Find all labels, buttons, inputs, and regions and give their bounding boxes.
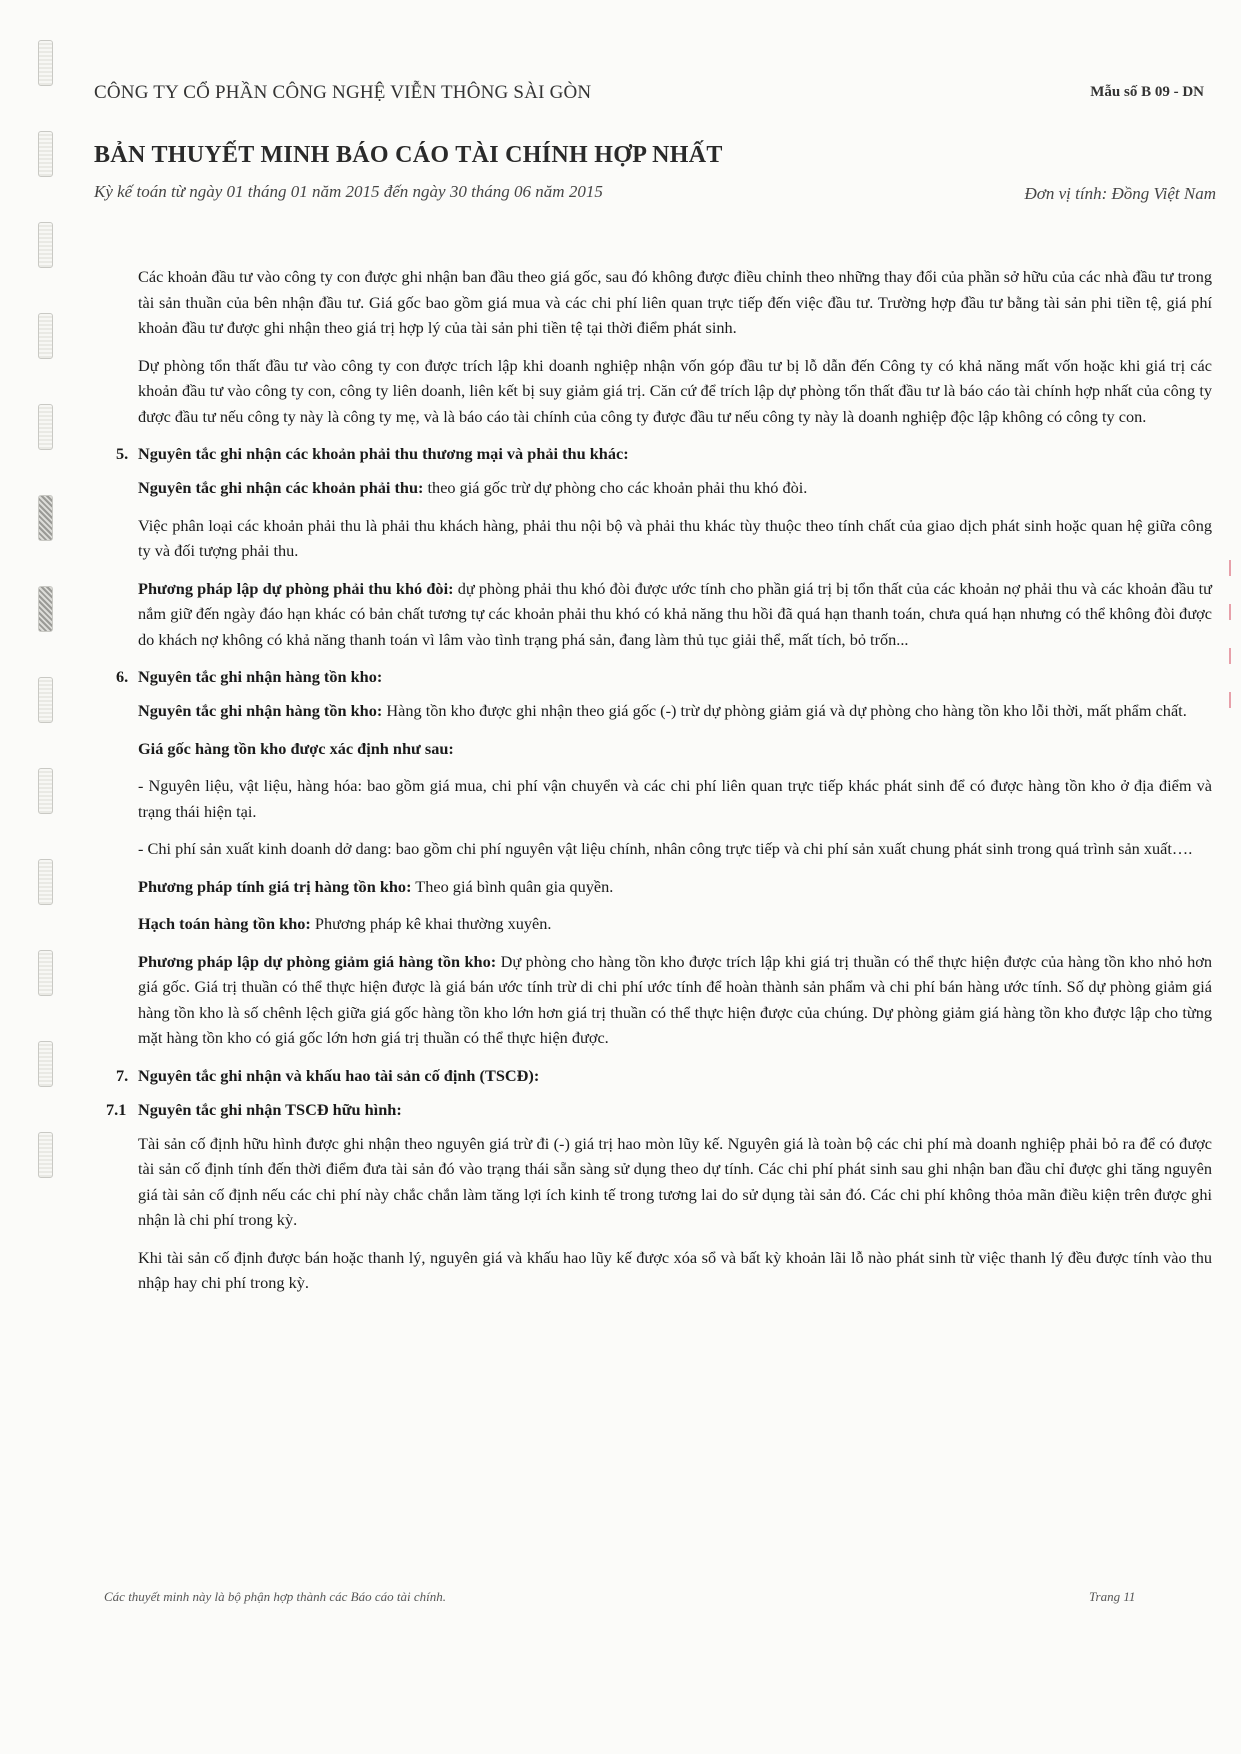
section-title: Nguyên tắc ghi nhận TSCĐ hữu hình: — [138, 1099, 402, 1119]
section-number: 6. — [116, 667, 129, 686]
binding-hole — [38, 313, 53, 359]
binding-hole — [38, 131, 53, 177]
lead-term: Giá gốc hàng tồn kho được xác định như sau: — [138, 738, 454, 758]
edge-red-marks — [1225, 560, 1235, 736]
section-title: Nguyên tắc ghi nhận hàng tồn kho: — [138, 667, 383, 686]
lead-term: Hạch toán hàng tồn kho: — [138, 914, 311, 933]
paragraph — [138, 874, 1212, 900]
paragraph — [138, 475, 1212, 501]
paragraph-text: Theo giá bình quân gia quyền. — [411, 876, 614, 896]
lead-term: Phương pháp lập dự phòng giảm giá hàng tồn kho: — [138, 951, 497, 971]
binding-hole — [38, 40, 53, 86]
binding-hole — [38, 677, 53, 723]
form-code: Mẫu số B 09 - DN — [1090, 84, 1204, 100]
section-heading-5 — [116, 441, 1212, 466]
binding-hole — [38, 222, 53, 268]
paragraph: Dự phòng tổn thất đầu tư vào công ty con được trích lập khi doanh nghiệp nhận vốn góp đầu tư bị lỗ dẫn đến Công ty có khả năng mất vốn hoặc khi giá trị các khoản đầu tư vào công ty con, công ty liên doanh, liên kết bị suy giảm giá trị. Căn cứ để trích lập dự phòng tổn thất đầu tư là báo cáo tài chính hợp nhất của công ty được đầu tư nếu công ty này là công ty mẹ, và là báo cáo tài chính của công ty được đầu tư nếu công ty này là doanh nghiệp độc lập không có công ty con. — [138, 355, 1212, 426]
section-title: Nguyên tắc ghi nhận và khấu hao tài sản cố định (TSCĐ): — [138, 1065, 540, 1085]
section-number: 7.1 — [106, 1099, 127, 1119]
paragraph-text: dự phòng phải thu khó đòi được ước tính cho phần giá trị bị tổn thất của các khoản nợ phải thu và các khoản đầu tư nắm giữ đến ngày đáo hạn khác có bản chất tương tự các khoản phải thu khó có khả năng thu hồi đã quá hạn thanh toán, chưa quá hạn nhưng có thể không đòi được do khách nợ không có khả năng thanh toán vì lâm vào tình trạng phá sản, đang làm thủ tục giải thể, mất tích, bỏ trốn... — [138, 578, 1213, 649]
binding-margin — [38, 40, 54, 1223]
binding-hole — [38, 586, 53, 632]
document-body — [106, 264, 1213, 1308]
lead-term: Nguyên tắc ghi nhận hàng tồn kho: — [138, 701, 383, 720]
section-number: 5. — [116, 444, 129, 463]
paragraph-text: Hàng tồn kho được ghi nhận theo giá gốc (-) trừ dự phòng giảm giá và dự phòng cho hàng tồn kho lỗi thời, mất phẩm chất. — [382, 701, 1187, 720]
section-title: Nguyên tắc ghi nhận các khoản phải thu thương mại và phải thu khác: — [138, 444, 629, 463]
binding-hole — [38, 768, 53, 814]
paragraph-text: Phương pháp kê khai thường xuyên. — [310, 914, 552, 933]
binding-hole — [38, 950, 53, 996]
lead-term: Phương pháp tính giá trị hàng tồn kho: — [138, 876, 412, 896]
paragraph — [138, 576, 1212, 653]
paragraph — [138, 911, 1212, 937]
section-heading-7-1 — [106, 1097, 1212, 1122]
page-number: Trang 11 — [1089, 1589, 1136, 1604]
binding-hole — [38, 1132, 53, 1178]
lead-term: Nguyên tắc ghi nhận các khoản phải thu: — [138, 478, 424, 497]
paragraph — [138, 698, 1212, 724]
section-number: 7. — [116, 1065, 129, 1085]
binding-hole — [38, 404, 53, 450]
footer-note: Các thuyết minh này là bộ phận hợp thành các Báo cáo tài chính. — [104, 1589, 446, 1604]
paragraph — [138, 736, 1212, 762]
lead-term: Phương pháp lập dự phòng phải thu khó đòi: — [138, 578, 454, 598]
paragraph: Tài sản cố định hữu hình được ghi nhận theo nguyên giá trừ đi (-) giá trị hao mòn lũy kế. Nguyên giá là toàn bộ các chi phí mà doanh nghiệp phải bỏ ra để có được tài sản cố định tính đến thời điểm đưa tài sản đó vào trạng thái sẵn sàng sử dụng theo dự tính. Các chi phí phát sinh sau ghi nhận ban đầu chỉ được ghi tăng nguyên giá tài sản cố định nếu các chi phí này chắc chắn làm tăng lợi ích kinh tế trong tương lai do sử dụng tài sản đó. Các chi phí không thỏa mãn điều kiện trên được ghi nhận là chi phí trong kỳ. — [138, 1133, 1212, 1229]
section-heading-7 — [116, 1063, 1212, 1088]
paragraph-text: Dự phòng cho hàng tồn kho được trích lập khi giá trị thuần có thể thực hiện được của hàng tồn kho nhỏ hơn giá gốc. Giá trị thuần có thể thực hiện được là giá bán ước tính trừ di chi phí ước tính để hoàn thành sản phẩm và chi phí bán hàng ước tính. Số dự phòng giảm giá hàng tồn kho là số chênh lệch giữa giá gốc hàng tồn kho lớn hơn giá trị thuần có thể thực hiện được của chúng. Dự phòng giảm giá hàng tồn kho được lập cho từng mặt hàng tồn kho có giá gốc lớn hơn giá trị thuần có thể thực hiện được. — [138, 951, 1212, 1047]
document-title: BẢN THUYẾT MINH BÁO CÁO TÀI CHÍNH HỢP NHẤT — [94, 142, 723, 168]
paragraph: Các khoản đầu tư vào công ty con được ghi nhận ban đầu theo giá gốc, sau đó không được điều chỉnh theo những thay đổi của phần sở hữu của các nhà đầu tư trong tài sản thuần của bên nhận đầu tư. Giá gốc bao gồm giá mua và các chi phí liên quan trực tiếp đến việc đầu tư. Trường hợp đầu tư bằng tài sản phi tiền tệ, giá phí khoản đầu tư được ghi nhận theo giá trị hợp lý của tài sản phi tiền tệ tại thời điểm phát sinh. — [138, 267, 1212, 337]
section-heading-6 — [116, 664, 1212, 689]
paragraph: - Nguyên liệu, vật liệu, hàng hóa: bao gồm giá mua, chi phí vận chuyển và các chi phí liên quan trực tiếp khác phát sinh để có được hàng tồn kho ở địa điểm và trạng thái hiện tại. — [138, 776, 1212, 821]
binding-hole — [38, 495, 53, 541]
reporting-period: Kỳ kế toán từ ngày 01 tháng 01 năm 2015 đến ngày 30 tháng 06 năm 2015 — [94, 182, 603, 201]
binding-hole — [38, 1041, 53, 1087]
paragraph — [138, 949, 1212, 1051]
paragraph: - Chi phí sản xuất kinh doanh dở dang: bao gồm chi phí nguyên vật liệu chính, nhân công trực tiếp và chi phí sản xuất chung phát sinh trong quá trình sản xuất…. — [138, 839, 1193, 858]
paragraph: Việc phân loại các khoản phải thu là phải thu khách hàng, phải thu nội bộ và phải thu khác tùy thuộc theo tính chất của giao dịch phát sinh hoặc quan hệ giữa công ty và đối tượng phải thu. — [138, 515, 1212, 560]
currency-unit: Đơn vị tính: Đồng Việt Nam — [1024, 184, 1216, 203]
company-name: CÔNG TY CỔ PHẦN CÔNG NGHỆ VIỄN THÔNG SÀI GÒN — [94, 82, 592, 103]
paragraph-text: theo giá gốc trừ dự phòng cho các khoản phải thu khó đòi. — [423, 478, 808, 497]
paragraph: Khi tài sản cố định được bán hoặc thanh lý, nguyên giá và khấu hao lũy kế được xóa sổ và bất kỳ khoản lãi lỗ nào phát sinh từ việc thanh lý đều được tính vào thu nhập hay chi phí trong kỳ. — [138, 1247, 1212, 1292]
binding-hole — [38, 859, 53, 905]
